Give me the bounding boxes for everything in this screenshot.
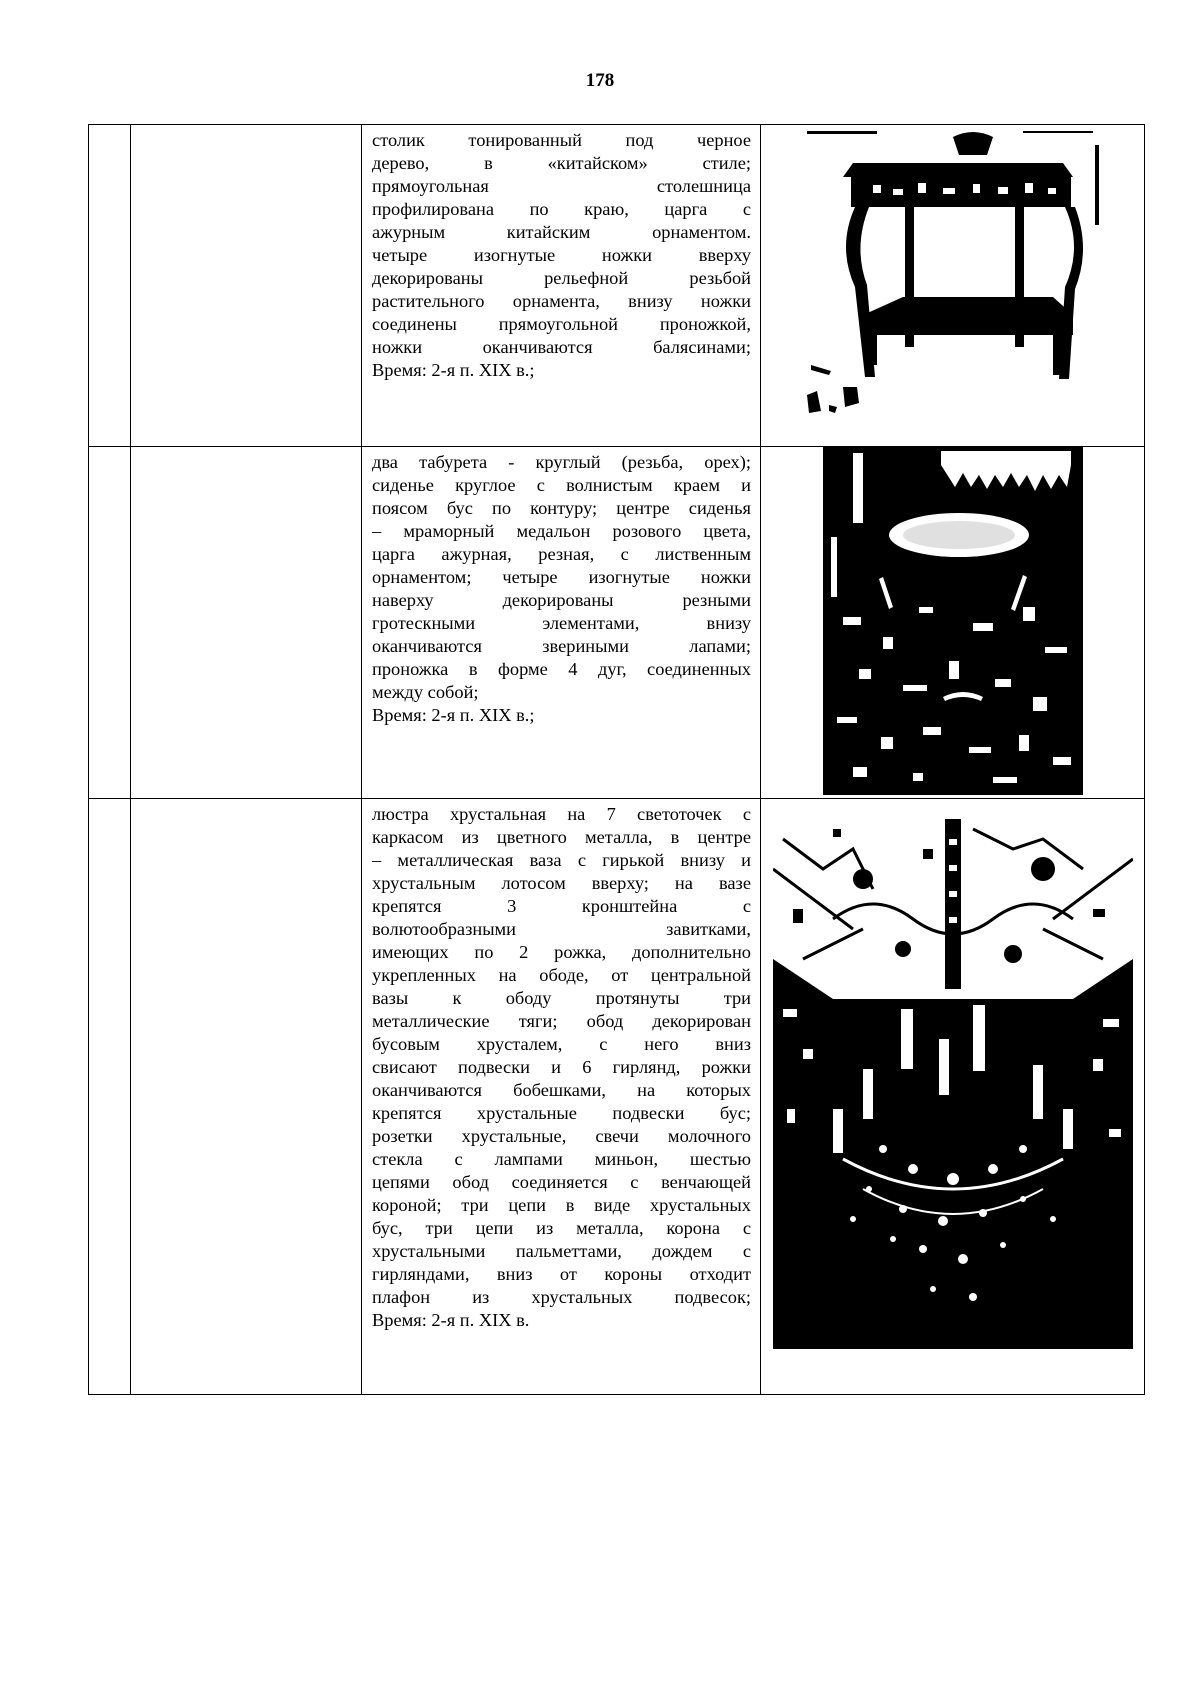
index-cell bbox=[89, 447, 131, 799]
description-line: поясом бус по контуру; центре сиденья bbox=[372, 498, 751, 518]
description-line: металлические тяги; обод декорирован bbox=[372, 1011, 751, 1031]
description-cell bbox=[362, 447, 761, 799]
table-row bbox=[89, 447, 1145, 799]
description-line: бусовым хрусталем, с него вниз bbox=[372, 1034, 751, 1054]
description-line: розетки хрустальные, свечи молочного bbox=[372, 1126, 751, 1146]
description-line: орнаментом; четыре изогнутые ножки bbox=[372, 567, 751, 587]
description-line: Время: 2-я п. XIX в.; bbox=[372, 705, 535, 725]
description-line: хрустальным лотосом вверху; на вазе bbox=[372, 873, 751, 893]
description-line: – металлическая ваза с гирькой внизу и bbox=[372, 850, 751, 870]
description-line: между собой; bbox=[372, 682, 479, 702]
description-line: каркасом из цветного металла, в центре bbox=[372, 827, 751, 847]
description-line: царга ажурная, резная, с лиственным bbox=[372, 544, 751, 564]
description-line: крепятся хрустальные подвески бус; bbox=[372, 1103, 751, 1123]
description-line: прямоугольная столешница bbox=[372, 176, 751, 196]
description-line: наверху декорированы резными bbox=[372, 590, 751, 610]
description-line: короной; три цепи в виде хрустальных bbox=[372, 1195, 751, 1215]
description-line: – мраморный медальон розового цвета, bbox=[372, 521, 751, 541]
name-cell bbox=[131, 447, 362, 799]
description-line: четыре изогнутые ножки вверху bbox=[372, 245, 751, 265]
description-cell bbox=[362, 799, 761, 1395]
description-line: плафон из хрустальных подвесок; bbox=[372, 1287, 751, 1307]
description-line: имеющих по 2 рожка, дополнительно bbox=[372, 942, 751, 962]
table-row bbox=[89, 799, 1145, 1395]
description-line: оканчиваются бобешками, на которых bbox=[372, 1080, 751, 1100]
stool-photo-icon bbox=[823, 447, 1083, 795]
description-line: дерево, в «китайском» стиле; bbox=[372, 153, 751, 173]
description-line: соединены прямоугольной проножкой, bbox=[372, 314, 751, 334]
table-row bbox=[89, 125, 1145, 447]
description-line: профилирована по краю, царга с bbox=[372, 199, 751, 219]
description-line: волютообразными завитками, bbox=[372, 919, 751, 939]
description-line: люстра хрустальная на 7 светоточек с bbox=[372, 804, 751, 824]
chandelier-photo-icon bbox=[773, 809, 1133, 1349]
description-line: цепями обод соединяется с венчающей bbox=[372, 1172, 751, 1192]
description-line: декорированы рельефной резьбой bbox=[372, 268, 751, 288]
description-line: оканчиваются звериными лапами; bbox=[372, 636, 751, 656]
index-cell bbox=[89, 799, 131, 1395]
description-line: Время: 2-я п. XIX в.; bbox=[372, 360, 535, 380]
description-line: бус, три цепи из металла, корона с bbox=[372, 1218, 751, 1238]
index-cell bbox=[89, 125, 131, 447]
description-cell bbox=[362, 125, 761, 447]
photo-cell bbox=[761, 447, 1145, 799]
name-cell bbox=[131, 125, 362, 447]
description-line: два табурета - круглый (резьба, орех); bbox=[372, 452, 751, 472]
description-line: укрепленных на ободе, от центральной bbox=[372, 965, 751, 985]
photo-cell bbox=[761, 125, 1145, 447]
description-line: свисают подвески и 6 гирлянд, рожки bbox=[372, 1057, 751, 1077]
description-line: ажурным китайским орнаментом. bbox=[372, 222, 751, 242]
side-table-photo-icon bbox=[803, 125, 1103, 425]
description-line: проножка в форме 4 дуг, соединенных bbox=[372, 659, 751, 679]
description-line: ножки оканчиваются балясинами; bbox=[372, 337, 751, 357]
photo-cell bbox=[761, 799, 1145, 1395]
description-line: растительного орнамента, внизу ножки bbox=[372, 291, 751, 311]
description-line: сиденье круглое с волнистым краем и bbox=[372, 475, 751, 495]
description-line: гирляндами, вниз от короны отходит bbox=[372, 1264, 751, 1284]
description-line: гротескными элементами, внизу bbox=[372, 613, 751, 633]
description-line: столик тонированный под черное bbox=[372, 130, 751, 150]
description-line: вазы к ободу протянуты три bbox=[372, 988, 751, 1008]
page-number: 178 bbox=[585, 70, 615, 91]
name-cell bbox=[131, 799, 362, 1395]
description-line: крепятся 3 кронштейна с bbox=[372, 896, 751, 916]
description-line: Время: 2-я п. XIX в. bbox=[372, 1310, 530, 1330]
catalog-table bbox=[88, 124, 1145, 1395]
description-line: хрустальными пальметтами, дождем с bbox=[372, 1241, 751, 1261]
description-line: стекла с лампами миньон, шестью bbox=[372, 1149, 751, 1169]
